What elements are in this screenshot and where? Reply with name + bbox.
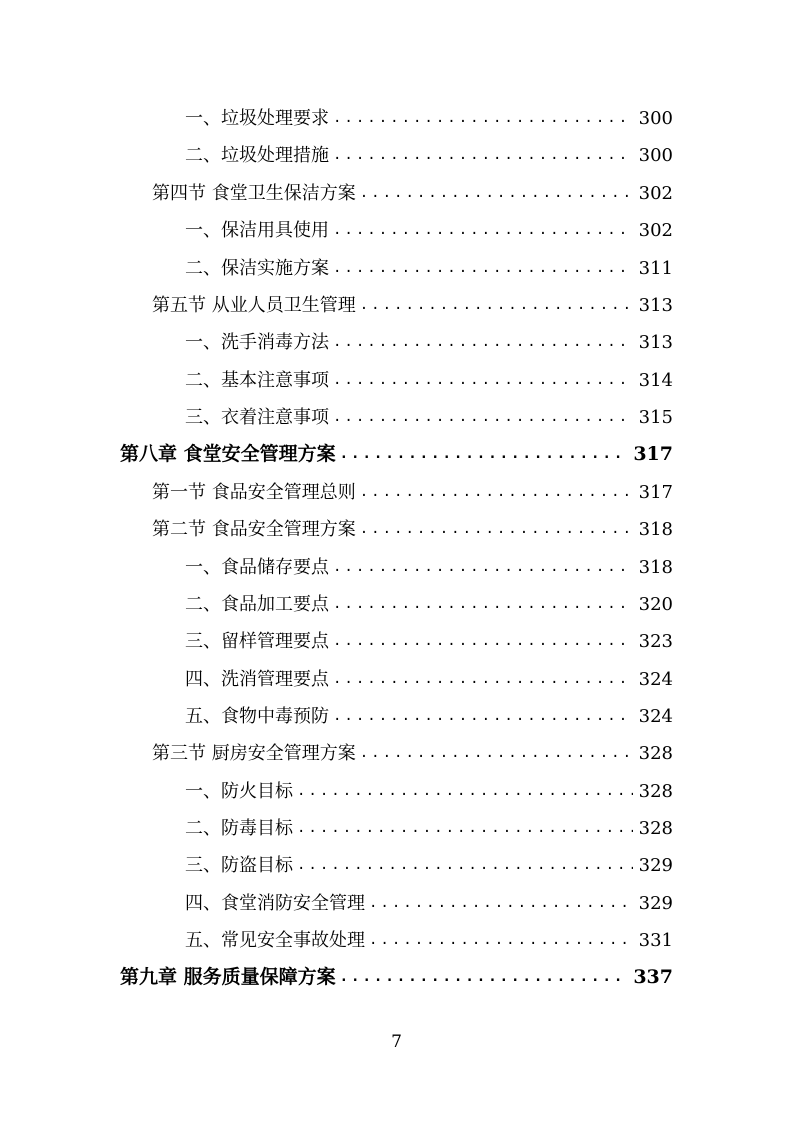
toc-entry-page: 328 <box>638 781 673 802</box>
toc-entry-title: 第五节 从业人员卫生管理 <box>152 295 356 316</box>
toc-entry[interactable] <box>185 250 673 287</box>
toc-entry-page: 328 <box>638 743 673 764</box>
toc-leader-dots <box>333 623 633 660</box>
toc-leader-dots <box>360 474 633 511</box>
toc-leader-dots <box>333 137 633 174</box>
toc-leader-dots <box>360 735 633 772</box>
toc-entry-title: 二、防毒目标 <box>185 818 293 839</box>
toc-entry-page: 337 <box>633 966 673 988</box>
page-number: 7 <box>391 1032 402 1052</box>
toc-entry-page: 313 <box>638 332 673 353</box>
toc-entry[interactable] <box>185 661 673 698</box>
toc-leader-dots <box>297 773 633 810</box>
toc-entry[interactable] <box>152 287 673 324</box>
toc-entry[interactable] <box>185 399 673 436</box>
toc-leader-dots <box>333 100 633 137</box>
toc-entry-title: 第三节 厨房安全管理方案 <box>152 743 356 764</box>
toc-entry-title: 一、垃圾处理要求 <box>185 108 329 129</box>
toc-entry-title: 第九章 服务质量保障方案 <box>120 966 336 988</box>
toc-entry-page: 320 <box>638 594 673 615</box>
toc-entry-page: 300 <box>638 145 673 166</box>
toc-entry-title: 三、衣着注意事项 <box>185 407 329 428</box>
toc-entry[interactable] <box>152 735 673 772</box>
toc-entry-title: 第八章 食堂安全管理方案 <box>120 443 336 465</box>
toc-entry[interactable] <box>152 511 673 548</box>
toc-entry-title: 一、保洁用具使用 <box>185 220 329 241</box>
toc-entry-page: 318 <box>638 557 673 578</box>
toc-chapter-entry[interactable] <box>120 959 673 996</box>
toc-entry-page: 323 <box>638 631 673 652</box>
toc-entry-page: 318 <box>638 519 673 540</box>
toc-entry-page: 329 <box>638 855 673 876</box>
toc-leader-dots <box>333 549 633 586</box>
toc-entry-page: 313 <box>638 295 673 316</box>
toc-entry[interactable] <box>185 586 673 623</box>
toc-leader-dots <box>333 661 633 698</box>
toc-entry[interactable] <box>185 810 673 847</box>
toc-entry-page: 315 <box>638 407 673 428</box>
toc-entry[interactable] <box>185 549 673 586</box>
toc-chapter-entry[interactable] <box>120 436 673 473</box>
toc-entry-page: 314 <box>638 370 673 391</box>
toc-entry-title: 三、防盗目标 <box>185 855 293 876</box>
toc-entry-title: 三、留样管理要点 <box>185 631 329 652</box>
toc-entry[interactable] <box>185 847 673 884</box>
toc-entry-title: 五、常见安全事故处理 <box>185 930 365 951</box>
toc-entry[interactable] <box>185 885 673 922</box>
toc-leader-dots <box>297 847 633 884</box>
toc-entry[interactable] <box>185 212 673 249</box>
toc-entry-page: 324 <box>638 706 673 727</box>
toc-entry[interactable] <box>185 698 673 735</box>
toc-entry-title: 一、防火目标 <box>185 781 293 802</box>
toc-leader-dots <box>333 586 633 623</box>
toc-entry-title: 第二节 食品安全管理方案 <box>152 519 356 540</box>
toc-entry-page: 329 <box>638 893 673 914</box>
toc-entry-page: 311 <box>638 258 673 279</box>
toc-entry[interactable] <box>185 137 673 174</box>
toc-entry-title: 二、保洁实施方案 <box>185 258 329 279</box>
toc-leader-dots <box>340 959 628 996</box>
toc-entry-page: 317 <box>633 443 673 465</box>
toc-entry-title: 一、食品储存要点 <box>185 557 329 578</box>
toc-entry-title: 四、食堂消防安全管理 <box>185 893 365 914</box>
toc-leader-dots <box>360 287 633 324</box>
toc-leader-dots <box>333 362 633 399</box>
toc-leader-dots <box>360 511 633 548</box>
toc-entry-title: 四、洗消管理要点 <box>185 669 329 690</box>
toc-leader-dots <box>333 212 633 249</box>
toc-entry[interactable] <box>185 324 673 361</box>
toc-entry-title: 二、基本注意事项 <box>185 370 329 391</box>
toc-entry[interactable] <box>185 100 673 137</box>
toc-entry-title: 五、食物中毒预防 <box>185 706 329 727</box>
toc-leader-dots <box>369 885 633 922</box>
toc-entry[interactable] <box>152 474 673 511</box>
toc-entry-page: 302 <box>638 220 673 241</box>
toc-entry[interactable] <box>185 362 673 399</box>
toc-leader-dots <box>340 436 628 473</box>
toc-leader-dots <box>333 399 633 436</box>
toc-entry-page: 317 <box>638 482 673 503</box>
toc-entry-page: 331 <box>638 930 673 951</box>
toc-entry-page: 300 <box>638 108 673 129</box>
toc-entry[interactable] <box>185 922 673 959</box>
toc-leader-dots <box>360 175 633 212</box>
toc-leader-dots <box>333 324 633 361</box>
toc-entry[interactable] <box>152 175 673 212</box>
toc-leader-dots <box>297 810 633 847</box>
toc-entry-title: 二、垃圾处理措施 <box>185 145 329 166</box>
toc-entry-page: 302 <box>638 183 673 204</box>
toc-entry-title: 一、洗手消毒方法 <box>185 332 329 353</box>
toc-entry-title: 二、食品加工要点 <box>185 594 329 615</box>
toc-entry-page: 324 <box>638 669 673 690</box>
toc-entry-title: 第一节 食品安全管理总则 <box>152 482 356 503</box>
toc-entry[interactable] <box>185 623 673 660</box>
toc-entry-title: 第四节 食堂卫生保洁方案 <box>152 183 356 204</box>
toc-entry-page: 328 <box>638 818 673 839</box>
toc-leader-dots <box>333 250 633 287</box>
toc-leader-dots <box>333 698 633 735</box>
toc-leader-dots <box>369 922 633 959</box>
toc-entry[interactable] <box>185 773 673 810</box>
